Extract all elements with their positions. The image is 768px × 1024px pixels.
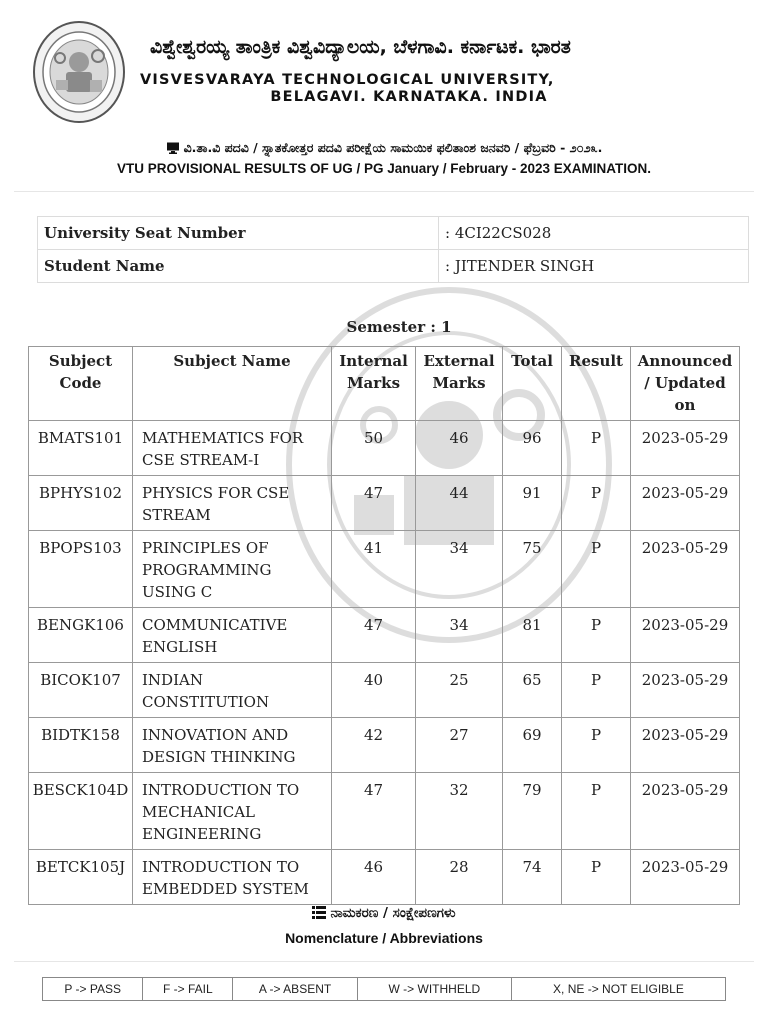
total-marks: 75 [503,531,562,608]
internal-marks: 42 [332,718,416,773]
university-name-english-line2: BELAGAVI. KARNATAKA. INDIA [270,89,548,105]
announced-date: 2023-05-29 [631,608,740,663]
abbr-fail: F -> FAIL [143,978,233,1001]
result: P [562,608,631,663]
subject-code: BPOPS103 [29,531,133,608]
result: P [562,421,631,476]
external-marks: 34 [416,531,503,608]
marks-header-row [29,347,740,421]
student-info-table [37,216,749,283]
subject-name: COMMUNICATIVE ENGLISH [133,608,332,663]
subject-code: BENGK106 [29,608,133,663]
nomenclature-title-kannada [0,905,768,921]
nomenclature-title-english: Nomenclature / Abbreviations [285,930,483,946]
nomenclature-divider [14,961,754,962]
announced-date: 2023-05-29 [631,421,740,476]
total-marks: 91 [503,476,562,531]
internal-marks: 46 [332,850,416,905]
page-header [0,0,768,190]
table-row [29,663,740,718]
subject-code: BETCK105J [29,850,133,905]
result: P [562,531,631,608]
external-marks: 44 [416,476,503,531]
internal-marks: 40 [332,663,416,718]
abbr-withheld: W -> WITHHELD [357,978,511,1001]
subject-name: INTRODUCTION TO MECHANICAL ENGINEERING [133,773,332,850]
abbr-pass: P -> PASS [43,978,143,1001]
results-title-english: VTU PROVISIONAL RESULTS OF UG / PG January / February - 2023 EXAMINATION. [116,161,652,176]
abbr-absent: A -> ABSENT [233,978,358,1001]
external-marks: 32 [416,773,503,850]
subject-name: INTRODUCTION TO EMBEDDED SYSTEM [133,850,332,905]
semester-label: Semester : 1 [346,318,452,336]
announced-date: 2023-05-29 [631,773,740,850]
header-result: Result [562,347,631,421]
vtu-seal-logo [32,20,126,124]
table-row [29,773,740,850]
header-divider [14,191,754,192]
student-name-value: : JITENDER SINGH [439,250,749,283]
external-marks: 46 [416,421,503,476]
nomenclature-title-kannada-text: ನಾಮಕರಣ / ಸಂಕ್ಷೇಪಣಗಳು [330,905,456,921]
announced-date: 2023-05-29 [631,531,740,608]
total-marks: 74 [503,850,562,905]
subject-name: PHYSICS FOR CSE STREAM [133,476,332,531]
subject-name: INDIAN CONSTITUTION [133,663,332,718]
subject-code: BICOK107 [29,663,133,718]
internal-marks: 47 [332,608,416,663]
internal-marks: 47 [332,773,416,850]
header-subject-name: Subject Name [133,347,332,421]
subject-code: BMATS101 [29,421,133,476]
results-title-kannada [0,140,768,156]
usn-label: University Seat Number [38,217,439,250]
header-external-marks: External Marks [416,347,503,421]
internal-marks: 47 [332,476,416,531]
usn-value: : 4CI22CS028 [439,217,749,250]
header-announced-on: Announced / Updated on [631,347,740,421]
abbr-not-eligible: X, NE -> NOT ELIGIBLE [511,978,725,1001]
external-marks: 28 [416,850,503,905]
total-marks: 96 [503,421,562,476]
internal-marks: 41 [332,531,416,608]
subject-code: BESCK104D [29,773,133,850]
total-marks: 79 [503,773,562,850]
table-row [29,421,740,476]
header-total: Total [503,347,562,421]
subject-name: PRINCIPLES OF PROGRAMMING USING C [133,531,332,608]
desktop-icon [166,142,180,154]
student-name-row [38,250,749,283]
header-internal-marks: Internal Marks [332,347,416,421]
internal-marks: 50 [332,421,416,476]
table-row [29,608,740,663]
table-row [29,718,740,773]
external-marks: 34 [416,608,503,663]
result: P [562,476,631,531]
result: P [562,718,631,773]
abbreviations-table [42,977,726,1001]
announced-date: 2023-05-29 [631,718,740,773]
announced-date: 2023-05-29 [631,476,740,531]
total-marks: 69 [503,718,562,773]
table-row [29,850,740,905]
table-row [29,531,740,608]
university-name-english-line1: VISVESVARAYA TECHNOLOGICAL UNIVERSITY, [140,72,555,88]
subject-name: INNOVATION AND DESIGN THINKING [133,718,332,773]
total-marks: 65 [503,663,562,718]
table-row [29,476,740,531]
result: P [562,850,631,905]
subject-code: BIDTK158 [29,718,133,773]
abbreviations-row [43,978,726,1001]
external-marks: 25 [416,663,503,718]
subject-code: BPHYS102 [29,476,133,531]
total-marks: 81 [503,608,562,663]
subject-name: MATHEMATICS FOR CSE STREAM-I [133,421,332,476]
result: P [562,663,631,718]
university-name-kannada: ವಿಶ್ವೇಶ್ವರಯ್ಯ ತಾಂತ್ರಿಕ ವಿಶ್ವವಿದ್ಯಾಲಯ, ಬೆಳಗಾವಿ. ಕರ್ನಾಟಕ. ಭಾರತ [150,36,571,58]
announced-date: 2023-05-29 [631,663,740,718]
result: P [562,773,631,850]
usn-row [38,217,749,250]
marks-table [28,346,740,905]
student-name-label: Student Name [38,250,439,283]
announced-date: 2023-05-29 [631,850,740,905]
header-subject-code: Subject Code [29,347,133,421]
list-icon [312,906,326,919]
external-marks: 27 [416,718,503,773]
results-title-kannada-text: ವಿ.ತಾ.ವಿ ಪದವಿ / ಸ್ನಾತಕೋತ್ತರ ಪದವಿ ಪರೀಕ್ಷೆಯ ಸಾಮಯಿಕ ಫಲಿತಾಂಶ ಜನವರಿ / ಫೆಬ್ರವರಿ - ೨೦೨೩. [183,140,603,155]
